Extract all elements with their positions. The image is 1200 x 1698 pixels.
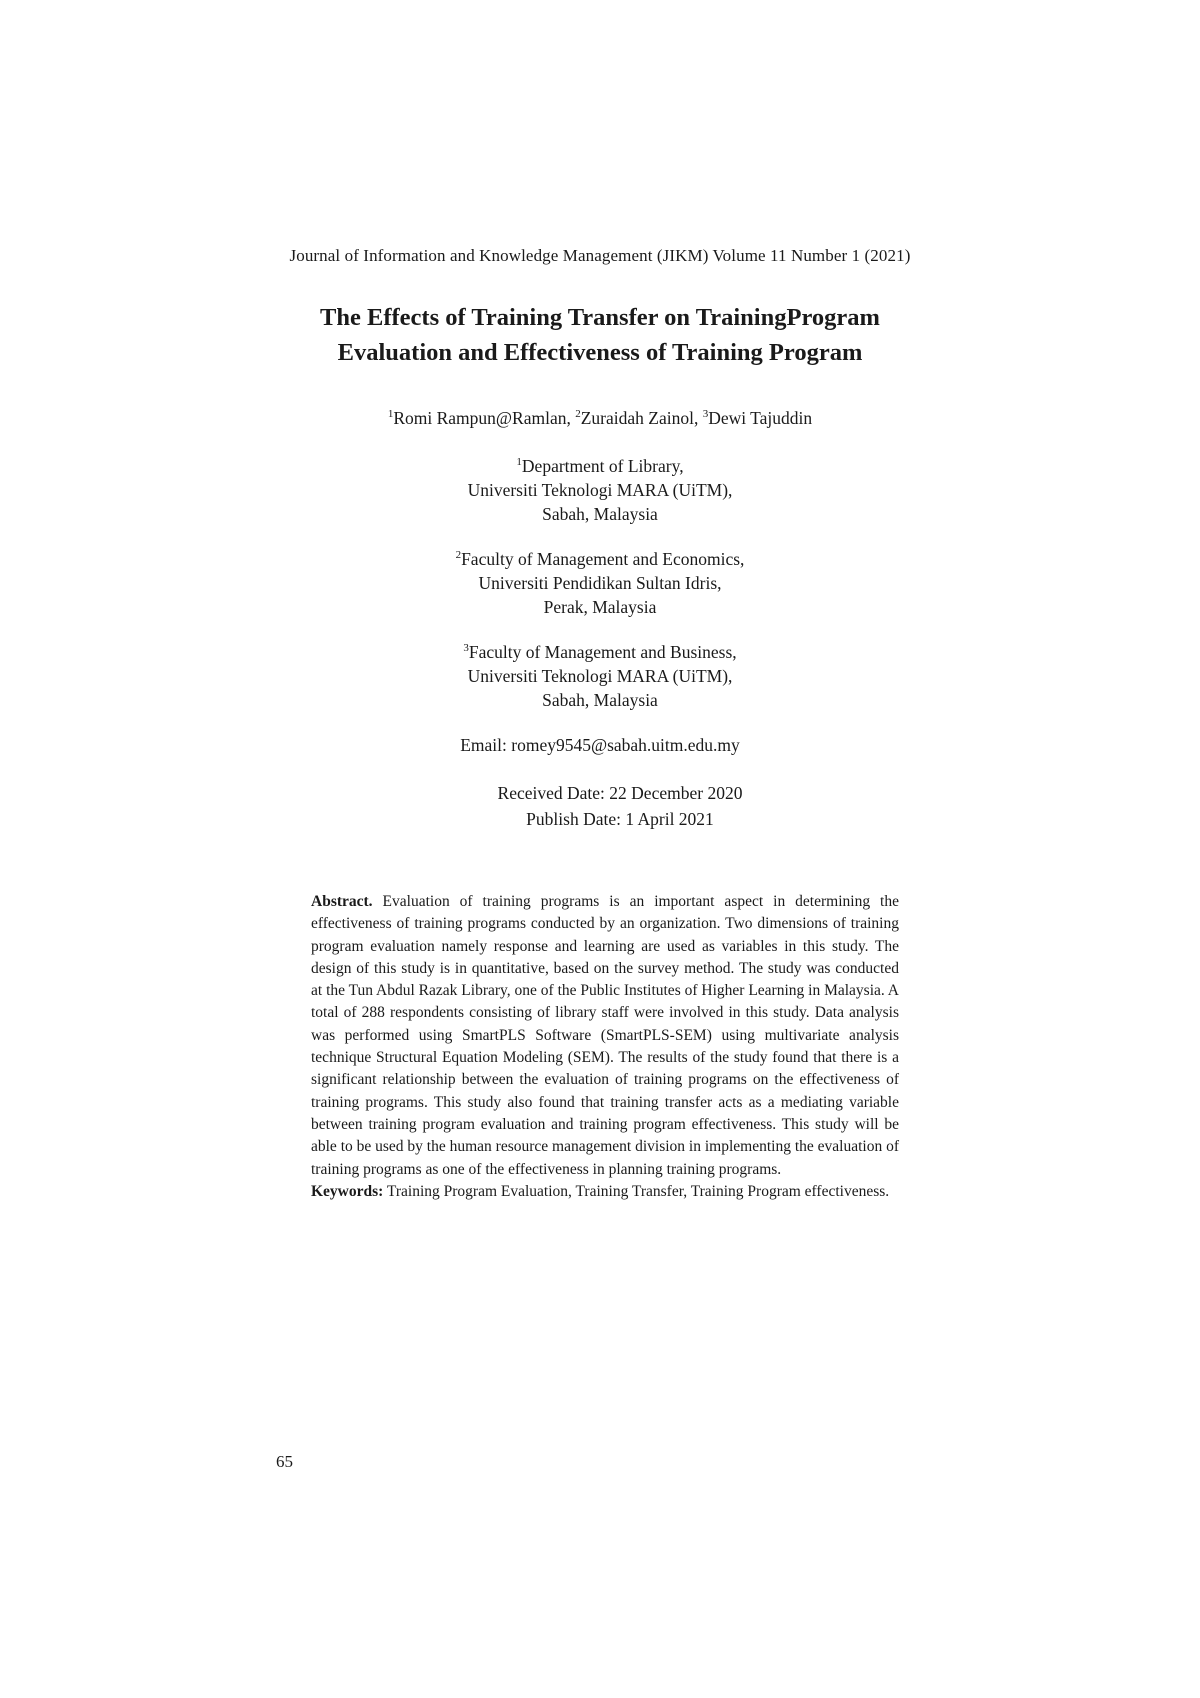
affiliation-3-line-3: Sabah, Malaysia (542, 690, 658, 710)
title-line-1: The Effects of Training Transfer on TrainingProgram (320, 304, 880, 331)
author-2-marker: 2 (575, 408, 581, 420)
affiliation-1-marker: 1 (516, 456, 522, 468)
affiliation-3 (0, 640, 1200, 712)
abstract-label: Abstract. (311, 893, 373, 910)
affiliation-3-marker: 3 (463, 642, 469, 654)
affiliation-1 (0, 454, 1200, 526)
contact-email: Email: romey9545@sabah.uitm.edu.my (460, 735, 740, 755)
author-1: Romi Rampun@Ramlan, (393, 408, 576, 428)
title-line-2: Evaluation and Effectiveness of Training Program (337, 339, 863, 366)
affiliation-1-line-3: Sabah, Malaysia (542, 504, 658, 524)
affiliation-2 (0, 547, 1200, 619)
abstract-text: Evaluation of training programs is an important aspect in determining the effectiveness of training programs conducted by an organization. Two dimensions of training program evaluation namely response and learning are used as variables in this study. The design of this study is in quantitative, based on the survey method. The study was conducted at the Tun Abdul Razak Library, one of the Public Institutes of Higher Learning in Malaysia. A total of 288 respondents consisting of library staff were involved in this study. Data analysis was performed using SmartPLS Software (SmartPLS-SEM) using multivariate analysis technique Structural Equation Modeling (SEM). The results of the study found that there is a significant relationship between the evaluation of training programs on the effectiveness of training programs. This study also found that training transfer acts as a mediating variable between training program evaluation and training program effectiveness. This study will be able to be used by the human resource management division in implementing the evaluation of training programs as one of the effectiveness in planning training programs. (311, 893, 899, 1178)
author-3: Dewi Tajuddin (708, 408, 813, 428)
affiliation-3-line-2: Universiti Teknologi MARA (UiTM), (467, 666, 733, 686)
affiliation-2-line-3: Perak, Malaysia (543, 597, 657, 617)
affiliation-2-line-1: Faculty of Management and Economics, (461, 549, 745, 569)
author-1-marker: 1 (387, 408, 394, 420)
affiliation-2-line-2: Universiti Pendidikan Sultan Idris, (478, 573, 722, 593)
dates (20, 780, 1200, 832)
page-number: 65 (276, 1452, 293, 1471)
keywords-text: Training Program Evaluation, Training Transfer, Training Program effectiveness. (383, 1182, 890, 1200)
affiliation-3-line-1: Faculty of Management and Business, (468, 642, 737, 662)
abstract (311, 891, 899, 1203)
received-date: Received Date: 22 December 2020 (497, 783, 743, 803)
author-2: Zuraidah Zainol, (580, 408, 703, 428)
affiliation-1-line-1: Department of Library, (521, 456, 684, 476)
running-head: Journal of Information and Knowledge Management (JIKM) Volume 11 Number 1 (2021) (289, 246, 911, 265)
author-list (0, 408, 1200, 429)
affiliation-2-marker: 2 (455, 549, 462, 561)
abstract-paragraph (311, 891, 899, 1181)
keywords-paragraph (311, 1181, 899, 1203)
paper-title (0, 300, 1200, 370)
affiliation-1-line-2: Universiti Teknologi MARA (UiTM), (467, 480, 733, 500)
keywords-label: Keywords: (311, 1182, 384, 1200)
author-3-marker: 3 (702, 408, 709, 420)
publish-date: Publish Date: 1 April 2021 (526, 809, 714, 829)
